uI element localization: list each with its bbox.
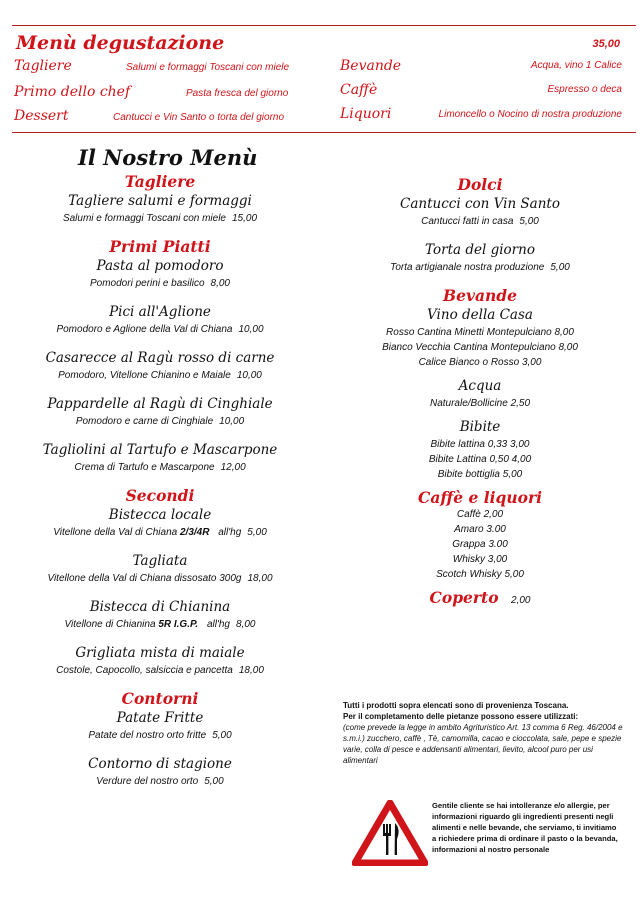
section-heading-caffe: Caffè e liquori [418,488,542,507]
dish-desc: Patate del nostro orto fritte 5,00 [88,730,232,741]
dish-name: Bistecca di Chianina [89,599,231,615]
dish-desc: Salumi e formaggi Toscani con miele 15,00 [62,213,258,224]
dish-desc: Costole, Capocollo, salsiccia e pancetta 18,00 [56,665,264,676]
right-menu-column [330,175,630,609]
dish-desc: Torta artigianale nostra produzione 5,00 [390,262,570,273]
dish-name: Bibite [459,419,501,435]
cover-charge: Coperto 2,00 [429,588,531,607]
left-menu-column [20,145,300,800]
drinks-list: Bibite lattina 0,33 3,00 Bibite Lattina 0,50 4,00 Bibite bottiglia 5,00 [428,439,532,480]
menu-title: Il Nostro Menù [78,145,258,170]
dish-name: Contorno di stagione [88,756,232,772]
dish-name: Patate Fritte [116,710,204,726]
tasting-label: Primo dello chef [14,84,131,100]
coffee-list: Caffè 2,00 Amaro 3.00 Grappa 3.00 Whisky 3,00 Scotch Whisky 5,00 [436,509,524,580]
section-heading-tagliere: Tagliere [124,172,196,191]
wine-list: Rosso Cantina Minetti Montepulciano 8,00 Bianco Vecchia Cantina Montepulciano 8,00 Calice Bianco o Rosso 3,00 [382,327,578,368]
dish-desc: Vitellone della Val di Chiana 2/3/4R all'hg 5,00 [53,527,267,538]
section-heading-secondi: Secondi [125,486,195,505]
section-heading-primi: Primi Piatti [109,237,211,256]
provenance-note: Tutti i prodotti sopra elencati sono di provenienza Toscana. Per il completamento delle pietanze possono essere utilizzati: (come prevede la legge in ambito Agrituristico Art. 13 comma 6 Reg. 46/2004 e s.m.i.) zucchero, caffè , Tè, camomilla, cacao e cioccolata, sale, pepe e spezie varie, colla di pesce e addensanti alimentari, lievito, alcool puro per usi alimentari [343,701,623,765]
tasting-label: Tagliere [14,58,72,74]
dish-name: Acqua [458,378,502,394]
dish-name: Casarecce al Ragù rosso di carne [45,350,275,366]
tasting-menu-price: 35,00 [592,38,620,50]
tasting-label: Dessert [14,108,69,124]
dish-desc: Crema di Tartufo e Mascarpone 12,00 [74,462,246,473]
tasting-desc: Salumi e formaggi Toscani con miele [126,62,290,73]
dish-name: Tagliolini al Tartufo e Mascarpone [42,442,278,458]
dish-name: Cantucci con Vin Santo [400,196,560,212]
fork-knife-warning-icon [352,800,428,866]
dish-name: Torta del giorno [425,242,535,258]
tasting-label: Liquori [340,106,392,122]
tasting-desc: Pasta fresca del giorno [186,88,289,99]
dish-desc: Vitellone della Val di Chiana dissosato 300g 18,00 [47,573,273,584]
tasting-desc: Limoncello o Nocino di nostra produzione [438,109,622,120]
dish-name: Tagliere salumi e formaggi [68,193,252,209]
dish-name: Pasta al pomodoro [96,258,224,274]
tasting-label: Caffè [340,82,378,98]
tasting-desc: Cantucci e Vin Santo o torta del giorno [113,112,285,123]
tasting-desc: Espresso o deca [547,84,622,95]
dish-desc: Pomodoro, Vitellone Chianino e Maiale 10,00 [58,370,262,381]
tasting-desc: Acqua, vino 1 Calice [530,60,622,71]
dish-desc: Vitellone di Chianina 5R I.G.P. all'hg 8,00 [64,619,256,630]
dish-desc: Cantucci fatti in casa 5,00 [421,216,539,227]
dish-name: Bistecca locale [108,507,212,523]
dish-name: Grigliata mista di maiale [75,645,245,661]
dish-name: Pici all'Aglione [109,304,211,320]
dish-desc: Pomodoro e carne di Cinghiale 10,00 [75,416,245,427]
section-heading-contorni: Contorni [121,689,199,708]
dish-desc: Pomodori perini e basilico 8,00 [90,278,230,289]
dish-name: Pappardelle al Ragù di Cinghiale [47,396,273,412]
allergy-notice: Gentile cliente se hai intolleranze e/o allergie, per informazioni riguardo gli ingredienti presenti negli alimenti e nelle bevande, che serviamo, ti invitiamo a richiedere prima di ordinare il pasto o la bevanda, informazioni al nostro personale [432,801,618,854]
section-heading-dolci: Dolci [457,175,503,194]
tasting-menu-title: Menù degustazione [16,32,225,54]
dish-desc: Verdure del nostro orto 5,00 [96,776,224,787]
water-list: Naturale/Bollicine 2,50 [429,398,531,409]
dish-name: Tagliata [132,553,188,569]
dish-desc: Pomodoro e Aglione della Val di Chiana 10,00 [56,324,264,335]
tasting-label: Bevande [340,58,402,74]
dish-name: Vino della Casa [427,307,533,323]
section-heading-bevande: Bevande [443,286,517,305]
